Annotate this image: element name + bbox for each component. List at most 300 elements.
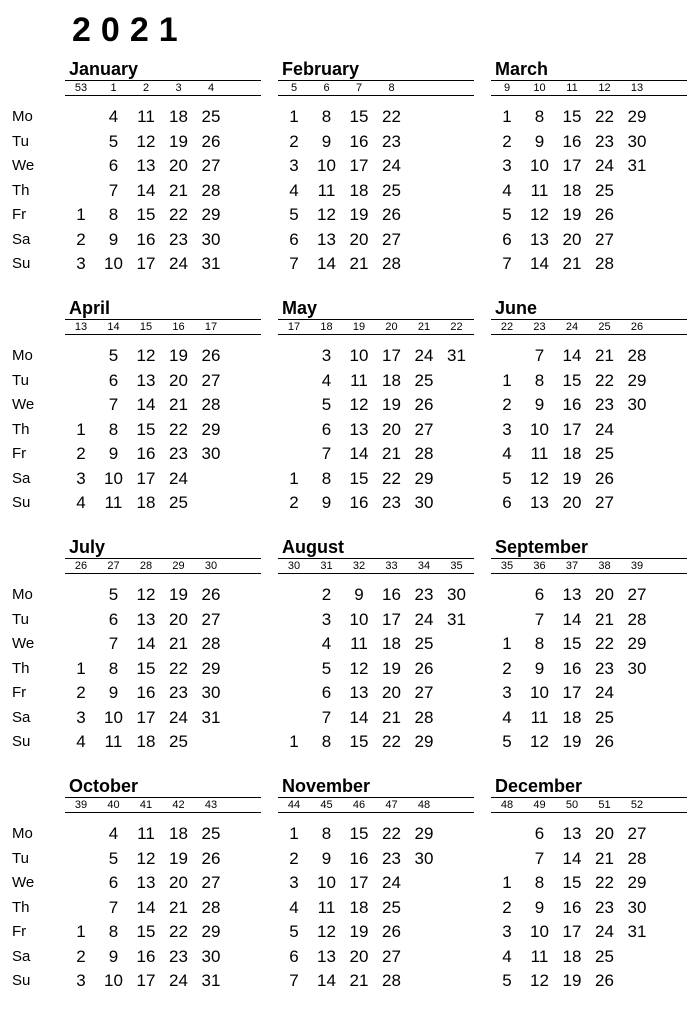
week-number-row [278, 81, 474, 96]
date-cell: 28 [201, 395, 221, 414]
date-cell: 21 [169, 634, 188, 653]
date-cell: 19 [169, 585, 188, 604]
date-cell: 2 [76, 946, 86, 966]
date-cell: 30 [414, 848, 434, 868]
week-number: 22 [500, 321, 514, 333]
date-cell: 16 [382, 585, 401, 604]
month-name: August [282, 537, 344, 557]
date-cell: 11 [350, 634, 368, 653]
date-cell: 5 [108, 346, 119, 365]
day-label: Fr [12, 445, 27, 462]
date-cell: 2 [502, 897, 512, 917]
week-number: 48 [500, 799, 514, 811]
date-cell: 2 [289, 131, 299, 151]
date-cell: 26 [382, 205, 401, 224]
week-number: 13 [630, 82, 644, 94]
date-cell: 13 [136, 370, 156, 390]
week-number-row [65, 559, 261, 574]
date-cell: 24 [414, 346, 434, 365]
date-cell: 12 [136, 346, 156, 365]
week-number: 19 [352, 321, 366, 333]
day-label: Th [12, 420, 30, 438]
date-cell: 4 [321, 634, 332, 653]
date-cell: 29 [414, 824, 434, 843]
date-cell: 20 [349, 229, 369, 249]
date-cell: 2 [289, 848, 299, 868]
date-cell: 16 [349, 131, 369, 151]
month-name: June [495, 298, 538, 318]
date-cell: 8 [534, 370, 545, 390]
week-number: 4 [207, 82, 215, 94]
week-number: 25 [598, 321, 611, 333]
date-cell: 6 [108, 609, 119, 629]
date-cell: 20 [169, 873, 188, 892]
date-cell: 3 [76, 468, 86, 488]
date-cell: 3 [76, 707, 86, 727]
date-cell: 18 [562, 180, 582, 200]
date-cell: 26 [414, 658, 434, 678]
date-cell: 20 [595, 824, 614, 843]
week-number: 48 [417, 799, 431, 811]
date-cell: 12 [136, 848, 156, 868]
date-cell: 26 [595, 732, 614, 751]
date-cell: 31 [627, 156, 647, 175]
week-number: 40 [107, 799, 120, 811]
date-cell: 14 [136, 395, 156, 414]
day-label: We [12, 635, 35, 652]
week-number: 28 [139, 560, 153, 572]
date-cell: 25 [595, 946, 614, 966]
week-number-row [491, 798, 687, 813]
date-cell: 3 [289, 873, 299, 892]
day-label: Fr [12, 684, 27, 701]
date-cell: 16 [349, 848, 369, 868]
day-label: Mo [12, 347, 33, 364]
month-november [278, 775, 474, 1005]
date-cell: 26 [201, 131, 221, 151]
day-label: Th [12, 659, 30, 677]
date-cell: 14 [317, 254, 336, 273]
week-number: 17 [287, 321, 301, 333]
date-cell: 15 [562, 370, 582, 390]
week-number: 39 [630, 560, 644, 572]
date-cell: 13 [317, 946, 336, 966]
date-cell: 18 [349, 180, 369, 200]
date-cell: 24 [169, 468, 188, 488]
date-cell: 15 [349, 107, 369, 126]
date-cell: 21 [349, 971, 369, 990]
week-number: 38 [598, 560, 611, 572]
date-cell: 12 [136, 585, 156, 604]
date-cell: 19 [349, 205, 369, 224]
day-label: Sa [12, 947, 31, 965]
week-number: 46 [352, 799, 366, 811]
day-label: Tu [12, 610, 29, 628]
date-cell: 19 [169, 346, 188, 365]
week-number: 6 [323, 82, 330, 94]
date-cell: 17 [382, 346, 401, 365]
date-cell: 16 [136, 444, 156, 463]
date-cell: 27 [382, 229, 401, 249]
date-cell: 28 [627, 609, 647, 629]
date-cell: 25 [382, 180, 401, 200]
date-cell: 12 [349, 658, 369, 678]
month-name: December [495, 776, 583, 796]
date-cell: 3 [76, 254, 86, 273]
date-cell: 4 [76, 493, 86, 512]
date-cell: 28 [382, 971, 401, 990]
week-number-row [278, 320, 474, 335]
week-number: 35 [500, 560, 514, 572]
date-cell: 23 [169, 229, 188, 249]
date-cell: 1 [76, 419, 86, 439]
date-cell: 9 [534, 131, 545, 151]
date-cell: 27 [201, 873, 221, 892]
date-cell: 18 [562, 946, 582, 966]
day-label: Su [12, 494, 31, 511]
date-cell: 11 [317, 897, 336, 917]
date-cell: 11 [104, 493, 123, 512]
day-label: Mo [12, 586, 33, 603]
date-cell: 7 [289, 971, 299, 990]
date-cell: 19 [169, 848, 188, 868]
date-cell: 11 [530, 444, 549, 463]
month-december [491, 775, 687, 1005]
date-cell: 28 [627, 346, 647, 365]
date-cell: 17 [136, 707, 156, 727]
date-cell: 23 [595, 395, 614, 414]
date-cell: 23 [414, 585, 434, 604]
week-number: 3 [175, 82, 182, 94]
date-cell: 19 [169, 131, 188, 151]
month-september [491, 536, 687, 766]
week-number: 33 [385, 560, 398, 572]
date-cell: 26 [201, 585, 221, 604]
week-number: 16 [172, 321, 185, 333]
date-cell: 22 [595, 107, 614, 126]
date-cell: 6 [502, 229, 512, 249]
day-label: Mo [12, 108, 33, 125]
date-cell: 9 [321, 493, 332, 512]
month-name: September [495, 537, 589, 557]
week-number: 36 [533, 560, 546, 572]
date-cell: 15 [562, 107, 582, 126]
date-cell: 20 [169, 609, 188, 629]
week-number: 1 [110, 82, 117, 94]
date-cell: 13 [562, 824, 582, 843]
day-label: Fr [12, 206, 27, 223]
date-cell: 22 [169, 658, 188, 678]
date-cell: 25 [169, 732, 188, 751]
day-label: Th [12, 181, 30, 199]
date-cell: 8 [321, 468, 332, 488]
week-number-row [65, 320, 261, 335]
date-cell: 6 [321, 683, 332, 702]
date-cell: 31 [627, 922, 647, 941]
date-cell: 14 [136, 634, 156, 653]
date-cell: 11 [530, 180, 549, 200]
date-cell: 27 [382, 946, 401, 966]
date-cell: 16 [562, 658, 582, 678]
date-cell: 1 [289, 824, 299, 843]
date-cell: 16 [562, 897, 582, 917]
date-cell: 8 [108, 205, 119, 224]
date-cell: 19 [562, 205, 582, 224]
date-cell: 24 [382, 873, 401, 892]
day-label: Sa [12, 469, 31, 487]
date-cell: 15 [349, 824, 369, 843]
date-cell: 4 [502, 180, 512, 200]
month-february [278, 58, 474, 288]
week-number: 32 [352, 560, 366, 572]
date-cell: 24 [169, 254, 188, 273]
date-cell: 24 [595, 683, 614, 702]
week-number: 15 [139, 321, 153, 333]
date-cell: 29 [201, 658, 221, 678]
date-cell: 27 [201, 609, 221, 629]
week-number: 18 [320, 321, 333, 333]
date-cell: 9 [534, 897, 545, 917]
day-label: Tu [12, 371, 29, 389]
date-cell: 17 [562, 419, 582, 439]
date-cell: 4 [108, 107, 119, 126]
date-cell: 14 [136, 897, 156, 917]
date-cell: 3 [502, 419, 512, 439]
date-cell: 1 [76, 205, 86, 224]
date-cell: 21 [562, 254, 582, 273]
day-label: Su [12, 972, 31, 989]
date-cell: 30 [627, 658, 647, 678]
date-cell: 22 [382, 824, 401, 843]
date-cell: 29 [201, 922, 221, 941]
date-cell: 10 [104, 971, 123, 990]
date-cell: 10 [530, 419, 549, 439]
month-may [278, 297, 474, 527]
date-cell: 21 [169, 395, 188, 414]
week-number: 12 [598, 82, 611, 94]
month-name: March [495, 59, 549, 79]
date-cell: 5 [502, 732, 512, 751]
date-cell: 26 [201, 346, 221, 365]
date-cell: 17 [136, 971, 156, 990]
date-cell: 4 [321, 370, 332, 390]
date-cell: 7 [534, 346, 545, 365]
date-cell: 11 [530, 946, 549, 966]
week-number: 10 [533, 82, 546, 94]
date-cell: 23 [382, 848, 401, 868]
week-number: 41 [139, 799, 153, 811]
date-cell: 17 [349, 156, 369, 175]
week-number: 37 [565, 560, 579, 572]
date-cell: 25 [382, 897, 401, 917]
date-cell: 17 [382, 609, 401, 629]
week-number: 21 [417, 321, 431, 333]
date-cell: 9 [321, 131, 332, 151]
date-cell: 6 [534, 585, 545, 604]
date-cell: 31 [447, 346, 466, 365]
month-name: November [282, 776, 371, 796]
date-cell: 10 [317, 873, 336, 892]
date-cell: 4 [502, 444, 512, 463]
week-number: 52 [630, 799, 644, 811]
date-cell: 14 [562, 848, 582, 868]
date-cell: 1 [289, 732, 299, 751]
date-cell: 2 [502, 131, 512, 151]
day-label: We [12, 874, 35, 891]
date-cell: 5 [108, 585, 119, 604]
date-cell: 31 [201, 707, 221, 727]
date-cell: 9 [534, 658, 545, 678]
date-cell: 1 [76, 922, 86, 941]
week-number: 42 [172, 799, 185, 811]
date-cell: 8 [108, 419, 119, 439]
date-cell: 21 [382, 444, 401, 463]
date-cell: 8 [321, 824, 332, 843]
date-cell: 25 [595, 444, 614, 463]
date-cell: 8 [534, 634, 545, 653]
date-cell: 12 [530, 971, 549, 990]
date-cell: 19 [382, 658, 401, 678]
week-number: 17 [204, 321, 218, 333]
date-cell: 3 [289, 156, 299, 175]
date-cell: 6 [289, 229, 299, 249]
date-cell: 28 [382, 254, 401, 273]
date-cell: 17 [562, 156, 582, 175]
date-cell: 12 [530, 468, 549, 488]
week-number: 39 [74, 799, 88, 811]
date-cell: 18 [169, 107, 188, 126]
date-cell: 10 [349, 609, 369, 629]
week-number: 31 [320, 560, 333, 572]
date-cell: 23 [169, 683, 188, 702]
date-cell: 28 [595, 254, 614, 273]
date-cell: 3 [502, 683, 512, 702]
month-april [65, 297, 261, 527]
date-cell: 18 [349, 897, 369, 917]
date-cell: 17 [136, 254, 156, 273]
week-number: 26 [74, 560, 88, 572]
date-cell: 9 [354, 585, 364, 604]
date-cell: 26 [595, 468, 614, 488]
date-cell: 22 [595, 370, 614, 390]
week-number: 8 [388, 82, 395, 94]
week-number: 45 [320, 799, 333, 811]
date-cell: 25 [169, 493, 188, 512]
date-cell: 19 [562, 971, 582, 990]
date-cell: 1 [502, 370, 512, 390]
date-cell: 2 [502, 658, 512, 678]
date-cell: 5 [321, 395, 332, 414]
date-cell: 12 [530, 732, 549, 751]
date-cell: 31 [201, 254, 221, 273]
week-number: 35 [450, 560, 463, 572]
date-cell: 13 [136, 609, 156, 629]
date-cell: 23 [169, 946, 188, 966]
date-cell: 21 [595, 848, 614, 868]
date-cell: 14 [136, 180, 156, 200]
date-cell: 2 [76, 229, 86, 249]
date-cell: 25 [201, 107, 221, 126]
date-cell: 1 [502, 634, 512, 653]
date-cell: 30 [627, 897, 647, 917]
date-cell: 17 [562, 683, 582, 702]
week-number-row [278, 798, 474, 813]
date-cell: 18 [382, 634, 401, 653]
date-cell: 11 [137, 107, 155, 126]
date-cell: 27 [414, 419, 434, 439]
date-cell: 6 [108, 370, 119, 390]
month-october [65, 775, 261, 1005]
date-cell: 27 [627, 585, 647, 604]
date-cell: 28 [201, 180, 221, 200]
date-cell: 15 [562, 634, 582, 653]
date-cell: 11 [530, 707, 549, 727]
date-cell: 8 [108, 658, 119, 678]
date-cell: 18 [136, 493, 156, 512]
date-cell: 29 [627, 370, 647, 390]
date-cell: 12 [317, 205, 336, 224]
date-cell: 7 [502, 254, 512, 273]
date-cell: 27 [201, 156, 221, 175]
week-number: 44 [287, 799, 301, 811]
date-cell: 18 [169, 824, 188, 843]
date-cell: 26 [595, 971, 614, 990]
date-cell: 17 [136, 468, 156, 488]
date-cell: 23 [382, 493, 401, 512]
date-cell: 15 [349, 732, 369, 751]
date-cell: 6 [108, 156, 119, 175]
date-cell: 13 [136, 873, 156, 892]
date-cell: 18 [382, 370, 401, 390]
date-cell: 16 [136, 229, 156, 249]
date-cell: 1 [289, 468, 299, 488]
date-cell: 5 [502, 971, 512, 990]
date-cell: 4 [502, 946, 512, 966]
date-cell: 22 [382, 107, 401, 126]
date-cell: 9 [321, 848, 332, 868]
date-cell: 15 [136, 205, 156, 224]
month-name: February [282, 59, 360, 79]
date-cell: 19 [562, 468, 582, 488]
week-number: 2 [142, 82, 150, 94]
date-cell: 21 [595, 346, 614, 365]
day-label: Tu [12, 132, 29, 150]
week-number: 23 [533, 321, 546, 333]
date-cell: 6 [321, 419, 332, 439]
date-cell: 2 [502, 395, 512, 414]
date-cell: 21 [169, 180, 188, 200]
week-number: 43 [204, 799, 218, 811]
date-cell: 4 [108, 824, 119, 843]
week-number: 27 [107, 560, 120, 572]
week-number-row [491, 320, 687, 335]
date-cell: 13 [530, 493, 549, 512]
date-cell: 4 [76, 732, 86, 751]
date-cell: 28 [627, 848, 647, 868]
date-cell: 29 [627, 107, 647, 126]
date-cell: 29 [627, 873, 647, 892]
date-cell: 6 [289, 946, 299, 966]
week-number: 5 [290, 82, 298, 94]
date-cell: 23 [169, 444, 188, 463]
date-cell: 20 [169, 370, 188, 390]
month-name: May [282, 298, 318, 318]
date-cell: 27 [595, 229, 614, 249]
date-cell: 29 [414, 732, 434, 751]
date-cell: 14 [349, 707, 369, 727]
week-number: 49 [533, 799, 546, 811]
date-cell: 20 [349, 946, 369, 966]
